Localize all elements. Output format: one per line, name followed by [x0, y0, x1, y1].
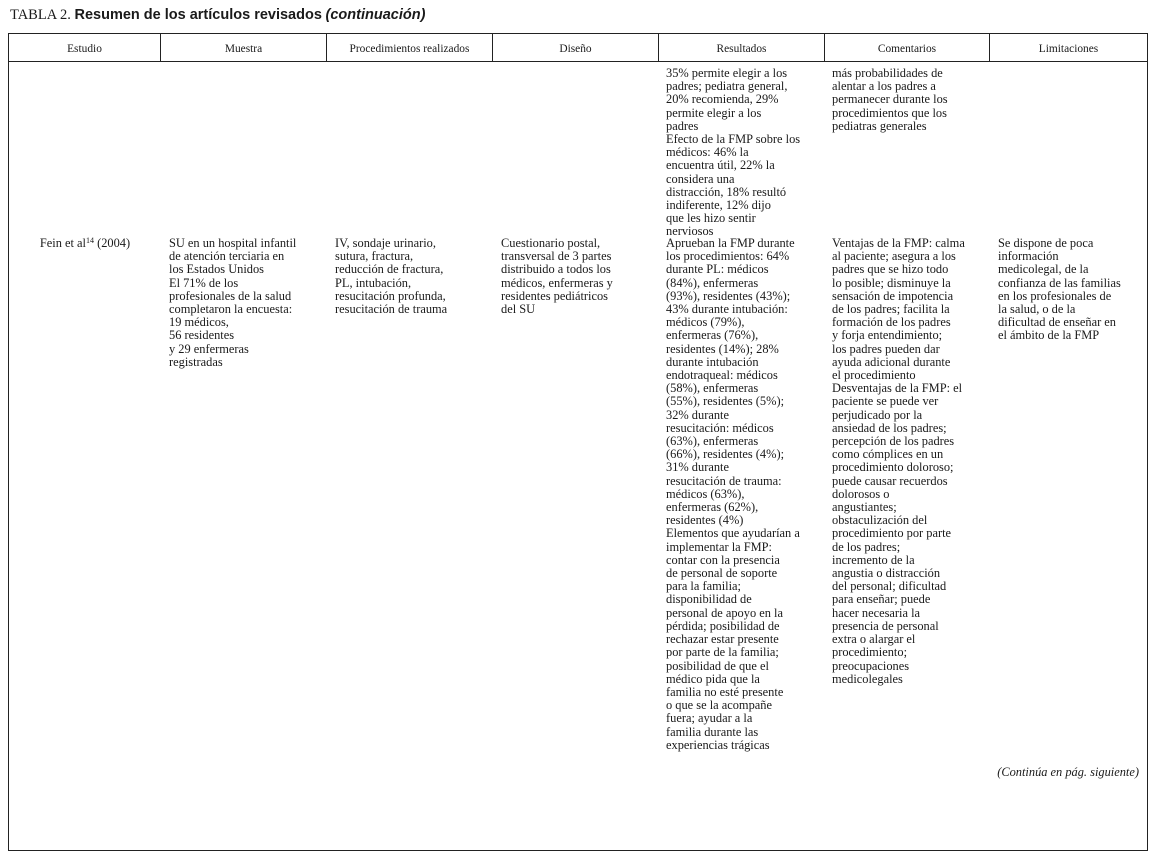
cell-line: implementar la FMP: [666, 539, 772, 554]
cell-line: hacer necesaria la [832, 605, 921, 620]
cell-line: información [998, 249, 1059, 264]
cell-line: lo posible; disminuye la [832, 275, 951, 290]
cell-line: formación de los padres [832, 315, 951, 330]
cell-line: 56 residentes [169, 328, 235, 343]
cell-line: pérdida; posibilidad de [666, 618, 780, 633]
cell-line: médicos (79%), [666, 315, 745, 330]
cell-line: experiencias trágicas [666, 737, 770, 752]
continued-note: (Continúa en pág. siguiente) [997, 765, 1139, 779]
cell-line: encuentra útil, 22% la [666, 158, 775, 173]
resultados-continued [666, 67, 828, 239]
cell-line: al paciente; asegura a los [832, 249, 956, 264]
estudio-cell [9, 237, 161, 250]
cell-line: por parte de la familia; [666, 645, 779, 660]
cell-line: resucitación: médicos [666, 420, 774, 435]
cell-line: del personal; dificultad [832, 579, 947, 594]
cell-line: de atención terciaria en [169, 249, 285, 264]
cell-line: obstaculización del [832, 513, 928, 528]
header-muestra: Muestra [161, 34, 327, 61]
cell-line: Ventajas de la FMP: calma [832, 236, 965, 250]
cell-line: sensación de impotencia [832, 288, 954, 303]
cell-line: confianza de las familias [998, 275, 1121, 290]
cell-line: (66%), residentes (4%); [666, 447, 785, 462]
cell-line: del SU [501, 302, 536, 317]
cell-entry [666, 527, 828, 751]
cell-line: que les hizo sentir [666, 211, 756, 226]
table-label: TABLA 2. [10, 7, 71, 23]
cell-line: puede causar recuerdos [832, 473, 948, 488]
cell-line: procedimiento; [832, 645, 908, 660]
table-title: Resumen de los artículos revisados [74, 7, 322, 23]
cell-line: completaron la encuesta: [169, 302, 293, 317]
cell-line: distracción, 18% resultó [666, 184, 787, 199]
cell-line: registradas [169, 354, 223, 369]
cell-line: el procedimiento [832, 368, 916, 383]
cell-line: procedimientos que los [832, 105, 947, 120]
cell-entry [666, 237, 828, 527]
cell-line: profesionales de la salud [169, 288, 292, 303]
cell-line: 32% durante [666, 407, 729, 422]
cell-line: incremento de la [832, 552, 915, 567]
cell-line: Efecto de la FMP sobre los [666, 132, 801, 147]
cell-line: más probabilidades de [832, 66, 943, 80]
cell-entry [335, 237, 493, 316]
limitaciones-cell [998, 237, 1148, 343]
procedimientos-cell [335, 237, 493, 316]
cell-line: reducción de fractura, [335, 262, 444, 277]
summary-table [8, 33, 1148, 851]
table-header-row [9, 34, 1147, 62]
diseno-cell [501, 237, 659, 316]
cell-line: PL, intubación, [335, 275, 412, 290]
cell-line: en los profesionales de [998, 288, 1112, 303]
cell-line: médico pida que la [666, 671, 760, 686]
cell-line: y forja entendimiento; [832, 328, 943, 343]
cell-line: (58%), enfermeras [666, 381, 759, 396]
cell-line: distribuido a todos los [501, 262, 611, 277]
cell-entry [832, 382, 992, 686]
cell-line: o que se la acompañe [666, 698, 772, 713]
cell-line: resucitación profunda, [335, 288, 446, 303]
cell-line: rechazar estar presente [666, 632, 779, 647]
cell-line: médicos: 46% la [666, 145, 749, 160]
cell-entry [998, 237, 1148, 343]
cell-line: El 71% de los [169, 275, 239, 290]
cell-line: para enseñar; puede [832, 592, 931, 607]
study-author: Fein et al [39, 236, 86, 250]
cell-line: residentes (14%); 28% [666, 341, 779, 356]
cell-line: sutura, fractura, [335, 249, 414, 264]
table-caption [10, 7, 425, 24]
cell-line: de los padres; facilita la [832, 302, 950, 317]
study-year: (2004) [97, 236, 131, 250]
cell-entry [169, 237, 327, 277]
cell-line: resucitación de trauma [335, 302, 448, 317]
cell-line: IV, sondaje urinario, [335, 236, 436, 250]
cell-line: pediatras generales [832, 118, 927, 133]
cell-line: Aprueban la FMP durante [666, 236, 795, 250]
cell-line: médicos (63%), [666, 486, 745, 501]
cell-line: familia no esté presente [666, 684, 784, 699]
cell-line: procedimiento por parte [832, 526, 952, 541]
cell-line: los padres pueden dar [832, 341, 940, 356]
study-reference: 14 [85, 236, 94, 245]
cell-line: ansiedad de los padres; [832, 420, 947, 435]
cell-line: preocupaciones [832, 658, 910, 673]
cell-entry [169, 277, 327, 369]
cell-line: padres; pediatra general, [666, 79, 788, 94]
cell-line: fuera; ayudar a la [666, 711, 753, 726]
cell-line: considera una [666, 171, 735, 186]
cell-line: percepción de los padres [832, 434, 955, 449]
cell-line: para la familia; [666, 579, 741, 594]
header-estudio: Estudio [9, 34, 161, 61]
cell-line: perjudicado por la [832, 407, 923, 422]
header-procedimientos: Procedimientos realizados [327, 34, 493, 61]
cell-line: enfermeras (62%), [666, 500, 759, 515]
cell-line: 19 médicos, [169, 315, 229, 330]
cell-line: indiferente, 12% dijo [666, 198, 771, 213]
cell-line: transversal de 3 partes [501, 249, 612, 264]
cell-line: procedimiento doloroso; [832, 460, 954, 475]
comentarios-cell [832, 237, 992, 686]
cell-line: endotraqueal: médicos [666, 368, 778, 383]
cell-line: durante PL: médicos [666, 262, 769, 277]
cell-line: 35% permite elegir a los [666, 66, 788, 80]
cell-entry [501, 237, 659, 316]
comentarios-continued [832, 67, 992, 133]
cell-entry [666, 67, 828, 133]
cell-line: (93%), residentes (43%); [666, 288, 791, 303]
header-comentarios: Comentarios [825, 34, 990, 61]
cell-line: (55%), residentes (5%); [666, 394, 785, 409]
cell-line: angustiantes; [832, 500, 897, 515]
cell-line: el ámbito de la FMP [998, 328, 1100, 343]
cell-line: disponibilidad de [666, 592, 752, 607]
cell-line: contar con la presencia [666, 552, 780, 567]
cell-line: 20% recomienda, 29% [666, 92, 779, 107]
cell-line: 31% durante [666, 460, 729, 475]
cell-line: los procedimientos: 64% [666, 249, 790, 264]
table-continuation: (continuación) [325, 7, 426, 23]
cell-line: Se dispone de poca [998, 236, 1094, 250]
cell-line: ayuda adicional durante [832, 354, 951, 369]
cell-line: (63%), enfermeras [666, 434, 759, 449]
cell-line: y 29 enfermeras [169, 341, 249, 356]
cell-line: de personal de soporte [666, 566, 778, 581]
cell-entry [832, 237, 992, 382]
header-limitaciones: Limitaciones [1038, 43, 1099, 55]
cell-line: padres [666, 118, 699, 133]
cell-line: posibilidad de que el [666, 658, 769, 673]
cell-line: enfermeras (76%), [666, 328, 759, 343]
header-resultados: Resultados [659, 34, 825, 61]
cell-line: residentes pediátricos [501, 288, 609, 303]
cell-line: paciente se puede ver [832, 394, 939, 409]
cell-line: extra o alargar el [832, 632, 916, 647]
resultados-cell [666, 237, 828, 752]
cell-line: resucitación de trauma: [666, 473, 782, 488]
cell-entry [666, 133, 828, 239]
cell-line: permite elegir a los [666, 105, 762, 120]
cell-line: nerviosos [666, 224, 714, 239]
cell-line: dificultad de enseñar en [998, 315, 1117, 330]
cell-line: 43% durante intubación: [666, 302, 788, 317]
cell-entry [832, 67, 992, 133]
cell-line: personal de apoyo en la [666, 605, 783, 620]
cell-line: presencia de personal [832, 618, 939, 633]
cell-line: Elementos que ayudarían a [666, 526, 800, 541]
cell-line: medicolegales [832, 671, 903, 686]
cell-line: angustia o distracción [832, 566, 941, 581]
cell-line: Cuestionario postal, [501, 236, 601, 250]
cell-line: permanecer durante los [832, 92, 948, 107]
cell-line: familia durante las [666, 724, 759, 739]
cell-line: Desventajas de la FMP: el [832, 381, 963, 396]
cell-line: de los padres; [832, 539, 901, 554]
cell-line: padres que se hizo todo [832, 262, 949, 277]
cell-line: dolorosos o [832, 486, 890, 501]
cell-line: como cómplices en un [832, 447, 944, 462]
cell-line: los Estados Unidos [169, 262, 264, 277]
cell-line: la salud, o de la [998, 302, 1076, 317]
cell-line: medicolegal, de la [998, 262, 1089, 277]
cell-line: (84%), enfermeras [666, 275, 759, 290]
header-diseno: Diseño [493, 34, 659, 61]
cell-line: residentes (4%) [666, 513, 744, 528]
cell-line: durante intubación [666, 354, 759, 369]
cell-line: médicos, enfermeras y [501, 275, 613, 290]
muestra-cell [169, 237, 327, 369]
cell-line: SU en un hospital infantil [169, 236, 297, 250]
cell-line: alentar a los padres a [832, 79, 936, 94]
